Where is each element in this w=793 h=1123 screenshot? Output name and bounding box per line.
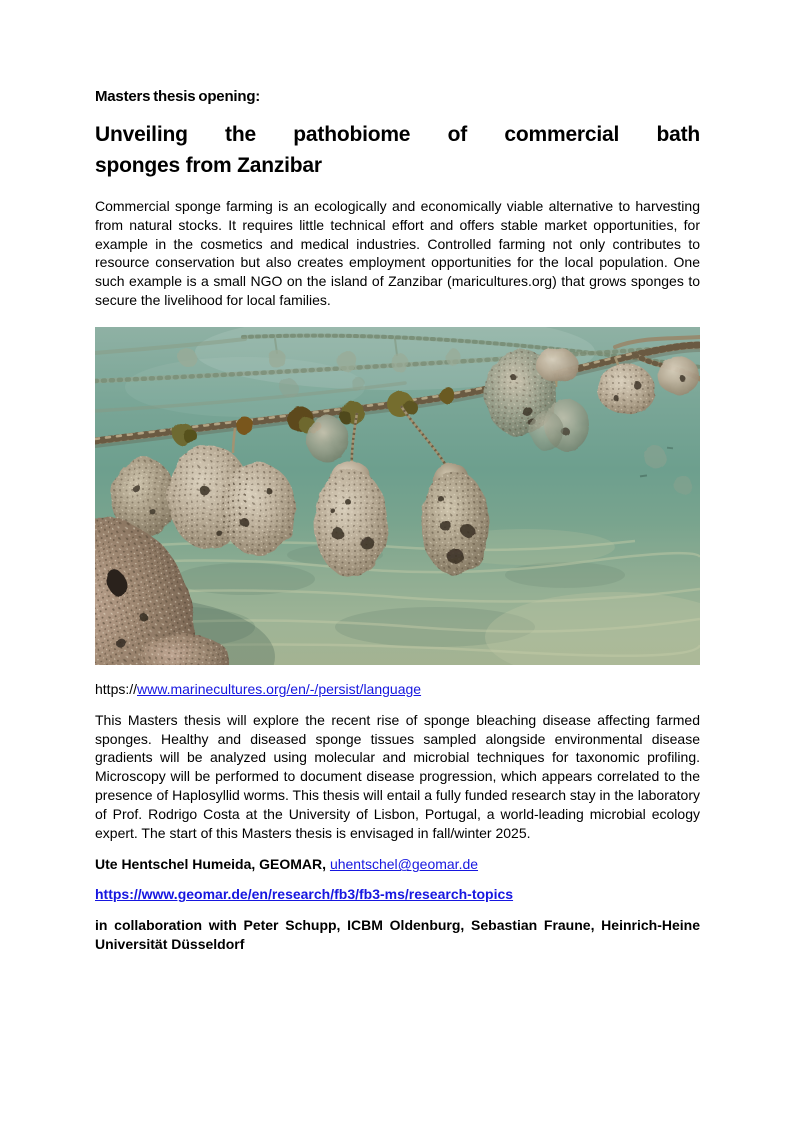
photo-source-prefix: https://	[95, 680, 138, 697]
marinecultures-link[interactable]: www.marinecultures.org/en/-/persist/language	[137, 680, 422, 697]
collaboration-line: in collaboration with Peter Schupp, ICBM Oldenburg, Sebastian Fraune, Heinrich-Heine Universität Düsseldorf	[95, 917, 700, 953]
contact-line	[95, 856, 700, 872]
kicker-heading: Masters thesis opening:	[95, 88, 261, 105]
geomar-research-link[interactable]: https://www.geomar.de/en/research/fb3/fb3-ms/research-topics	[95, 886, 514, 903]
page-title-line-2: sponges from Zanzibar	[95, 154, 322, 177]
document-content	[95, 88, 700, 954]
contact-email-link[interactable]: uhentschel@geomar.de	[329, 856, 479, 873]
contact-name: Ute Hentschel Humeida, GEOMAR,	[95, 856, 327, 873]
sponge-farm-photo	[95, 327, 700, 665]
thesis-paragraph: This Masters thesis will explore the recent rise of sponge bleaching disease affecting farmed sponges. Healthy and diseased sponge tissues sampled alongside environmental disease gradients will be analyzed using molecular and microbial techniques for taxonomic profiling. Microscopy will be performed to document disease progression, which appears correlated to the presence of Haplosyllid worms. This thesis will entail a fully funded research stay in the laboratory of Prof. Rodrigo Costa at the University of Lisbon, Portugal, a world-leading microbial ecology expert. The start of this Masters thesis is envisaged in fall/winter 2025.	[95, 711, 700, 841]
intro-paragraph: Commercial sponge farming is an ecologically and economically viable alternative to harvesting from natural stocks. It requires little technical effort and offers stable market opportunities, for example in the cosmetics and medical industries. Controlled farming not only contributes to resource conservation but also creates employment opportunities for the local population. One such example is a small NGO on the island of Zanzibar (maricultures.org) that grows sponges to secure the livelihood for local families.	[95, 198, 700, 308]
page-title-line-1: Unveiling the pathobiome of commercial bath	[95, 123, 700, 146]
photo-source-line	[95, 680, 700, 698]
sponge-farm-photo-image	[95, 327, 700, 665]
research-link-line	[95, 886, 700, 902]
page-title	[95, 119, 700, 181]
